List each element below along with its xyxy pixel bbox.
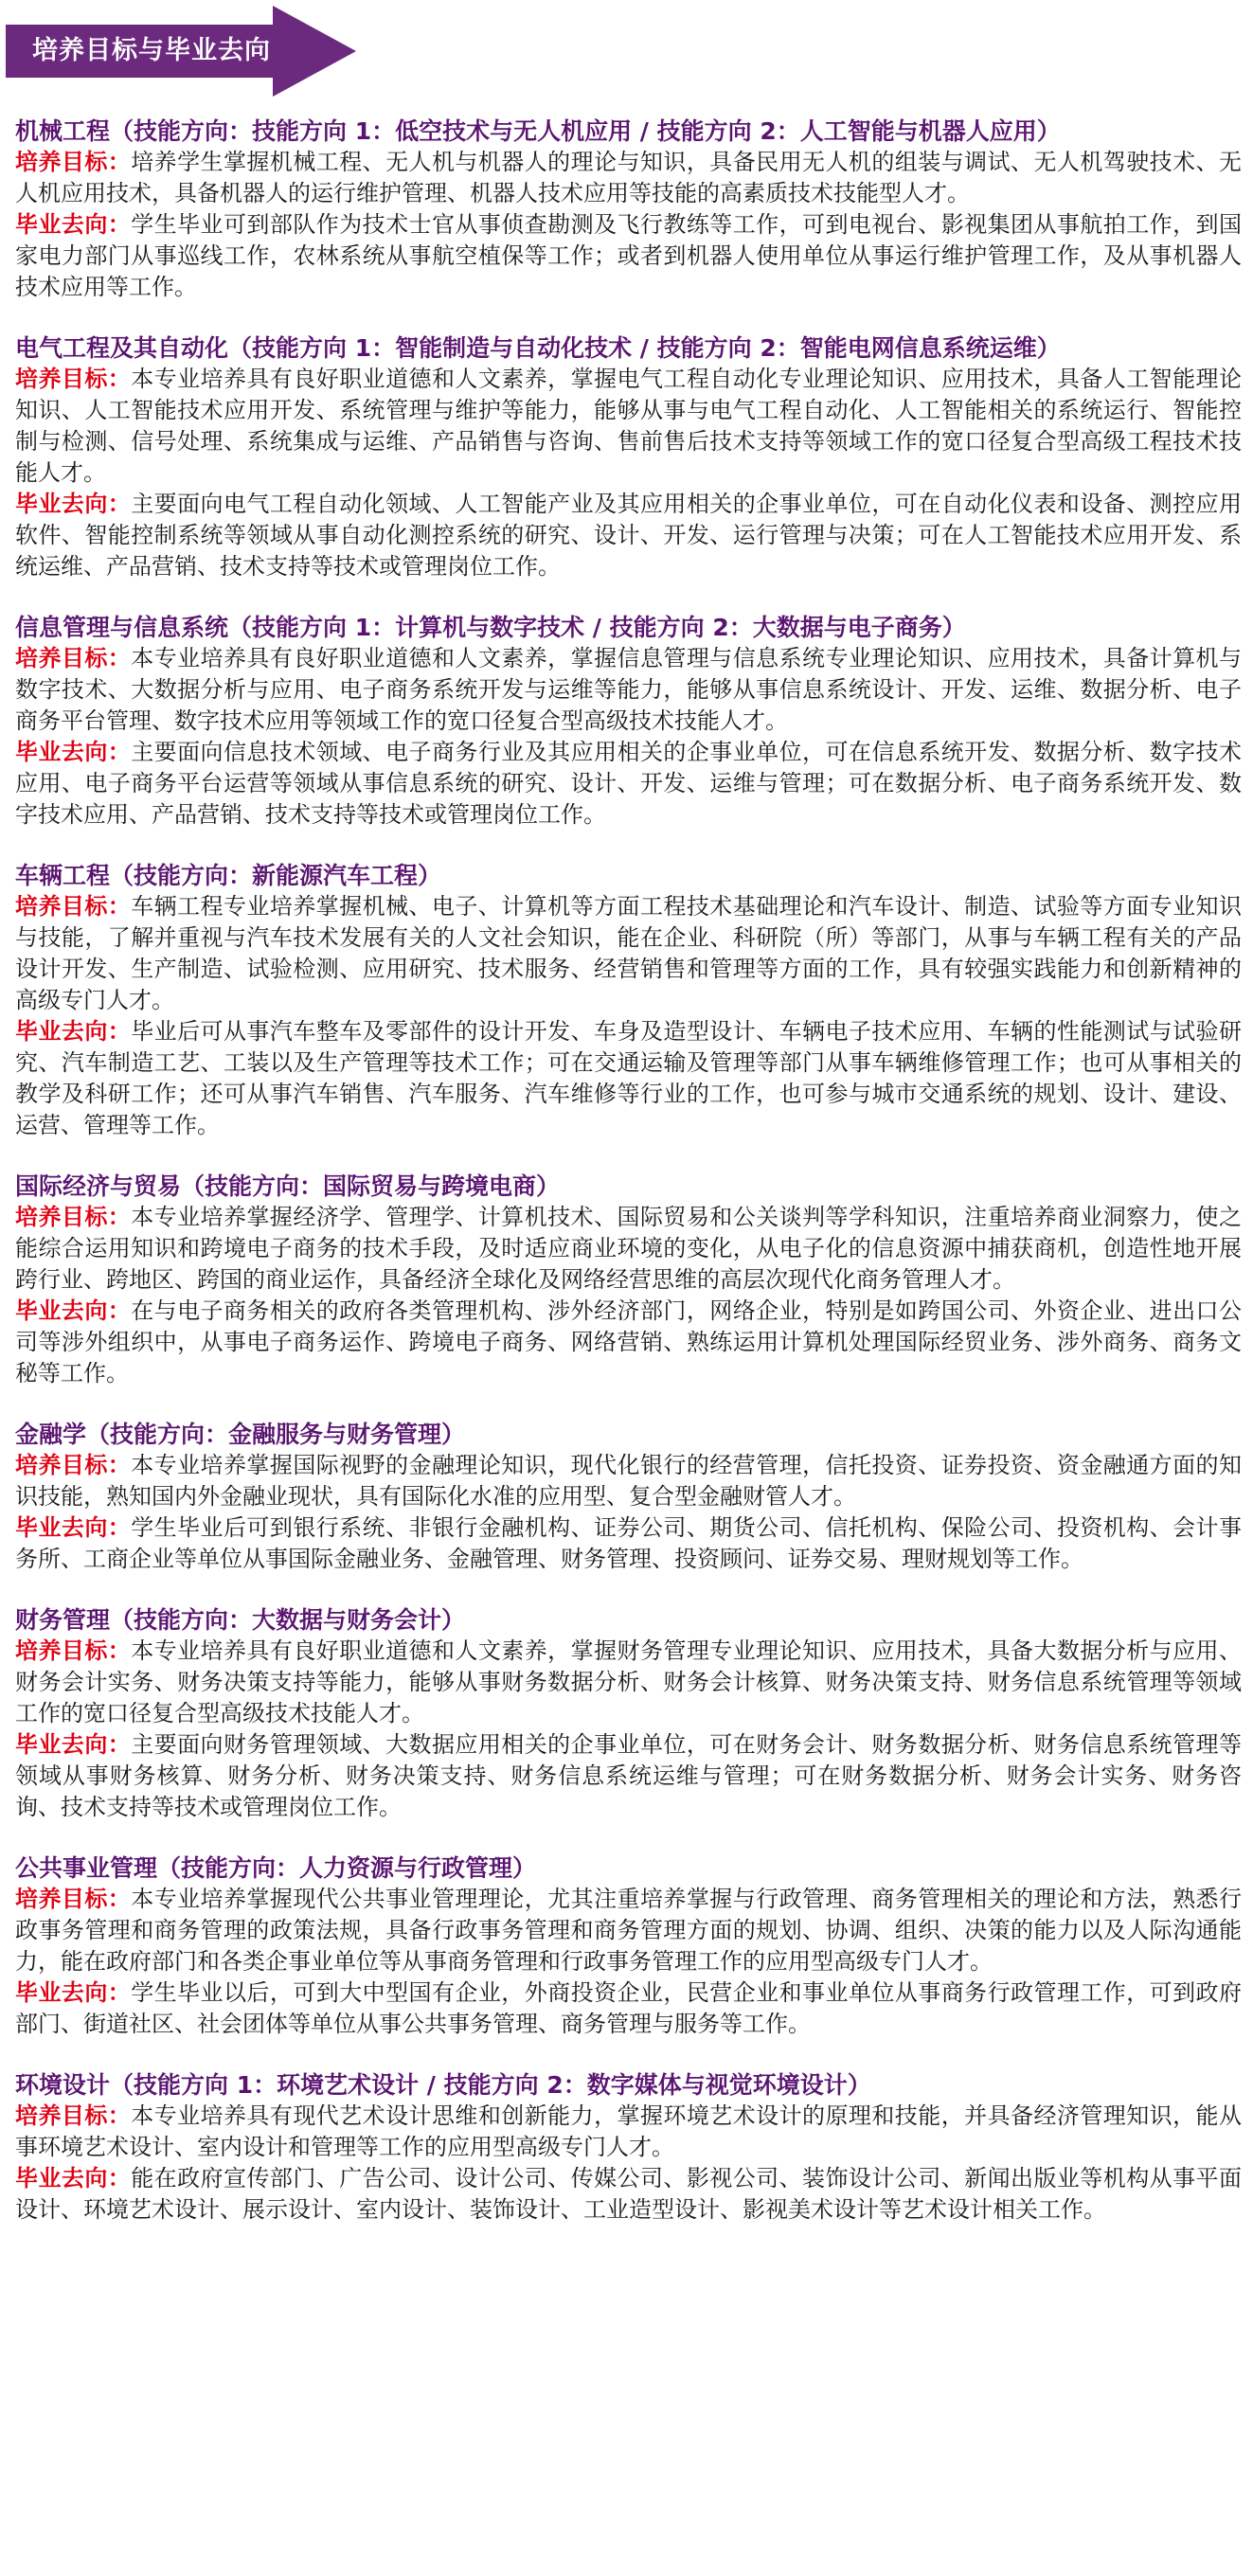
major-section	[15, 2069, 1242, 2226]
header-banner	[6, 6, 356, 97]
goal-text: 本专业培养具有良好职业道德和人文素养，掌握电气工程自动化专业理论知识、应用技术，具备人工智能理论知识、人工智能技术应用开发、系统管理与维护等能力，能够从事与电气工程自动化、人工智能相关的系统运行、智能控制与检测、信号处理、系统集成与运维、产品销售与咨询、售前售后技术支持等领域工作的宽口径复合型高级工程技术技能人才。	[15, 366, 1243, 486]
career-text: 主要面向电气工程自动化领域、人工智能产业及其应用相关的企事业单位，可在自动化仪表和设备、测控应用软件、智能控制系统等领域从事自动化测控系统的研究、设计、开发、运行管理与决策；可在人工智能技术应用开发、系统运维、产品营销、技术支持等技术或管理岗位工作。	[15, 491, 1243, 580]
career-paragraph	[15, 1729, 1242, 1823]
career-text: 学生毕业后可到银行系统、非银行金融机构、证券公司、期货公司、信托机构、保险公司、投资机构、会计事务所、工商企业等单位从事国际金融业务、金融管理、财务管理、投资顾问、证券交易、理财规划等工作。	[15, 1514, 1243, 1572]
career-text: 主要面向财务管理领域、大数据应用相关的企事业单位，可在财务会计、财务数据分析、财务信息系统管理等领域从事财务核算、财务分析、财务决策支持、财务信息系统运维与管理；可在财务数据分析、财务会计实务、财务咨询、技术支持等技术或管理岗位工作。	[15, 1731, 1243, 1820]
major-section	[15, 612, 1242, 831]
career-label: 毕业去向：	[15, 491, 132, 517]
major-section	[15, 332, 1242, 582]
goal-text: 本专业培养掌握国际视野的金融理论知识，现代化银行的经营管理，信托投资、证券投资、资金融通方面的知识技能，熟知国内外金融业现状，具有国际化水准的应用型、复合型金融财管人才。	[15, 1452, 1243, 1510]
goal-paragraph	[15, 1884, 1242, 1977]
goal-paragraph	[15, 891, 1242, 1016]
banner-title: 培养目标与毕业去向	[32, 36, 271, 65]
goal-label: 培养目标：	[15, 1204, 132, 1230]
career-label: 毕业去向：	[15, 1514, 132, 1541]
goal-label: 培养目标：	[15, 645, 132, 671]
career-paragraph	[15, 1296, 1242, 1389]
major-section	[15, 1604, 1242, 1823]
major-section	[15, 860, 1242, 1141]
major-title: 财务管理（技能方向：大数据与财务会计）	[15, 1606, 466, 1634]
major-title: 电气工程及其自动化（技能方向 1：智能制造与自动化技术 / 技能方向 2：智能电网信息系统运维）	[15, 334, 1061, 362]
major-list	[15, 116, 1242, 2255]
career-text: 在与电子商务相关的政府各类管理机构、涉外经济部门，网络企业，特别是如跨国公司、外资企业、进出口公司等涉外组织中，从事电子商务运作、跨境电子商务、网络营销、熟练运用计算机处理国际经贸业务、涉外商务、商务文秘等工作。	[15, 1297, 1243, 1386]
career-text: 毕业后可从事汽车整车及零部件的设计开发、车身及造型设计、车辆电子技术应用、车辆的性能测试与试验研究、汽车制造工艺、工装以及生产管理等技术工作；可在交通运输及管理等部门从事车辆维修管理工作；也可从事相关的教学及科研工作；还可从事汽车销售、汽车服务、汽车维修等行业的工作，也可参与城市交通系统的规划、设计、建设、运营、管理等工作。	[15, 1018, 1243, 1138]
career-text: 主要面向信息技术领域、电子商务行业及其应用相关的企事业单位，可在信息系统开发、数据分析、数字技术应用、电子商务平台运营等领域从事信息系统的研究、设计、开发、运维与管理；可在数据分析、电子商务系统开发、数字技术应用、产品营销、技术支持等技术或管理岗位工作。	[15, 739, 1243, 828]
career-paragraph	[15, 2163, 1242, 2226]
major-section	[15, 116, 1242, 303]
career-label: 毕业去向：	[15, 1979, 132, 2006]
career-text: 学生毕业以后，可到大中型国有企业，外商投资企业，民营企业和事业单位从事商务行政管理工作，可到政府部门、街道社区、社会团体等单位从事公共事务管理、商务管理与服务等工作。	[15, 1979, 1243, 2037]
career-label: 毕业去向：	[15, 1731, 132, 1758]
goal-text: 本专业培养具有现代艺术设计思维和创新能力，掌握环境艺术设计的原理和技能，并具备经济管理知识，能从事环境艺术设计、室内设计和管理等工作的应用型高级专门人才。	[15, 2102, 1243, 2160]
career-label: 毕业去向：	[15, 739, 132, 765]
career-text: 学生毕业可到部队作为技术士官从事侦查勘测及飞行教练等工作，可到电视台、影视集团从事航拍工作，到国家电力部门从事巡线工作，农林系统从事航空植保等工作；或者到机器人使用单位从事运行维护管理工作，及从事机器人技术应用等工作。	[15, 211, 1243, 300]
goal-label: 培养目标：	[15, 2102, 132, 2129]
goal-paragraph	[15, 643, 1242, 737]
career-label: 毕业去向：	[15, 211, 132, 238]
goal-paragraph	[15, 2101, 1242, 2163]
career-label: 毕业去向：	[15, 1297, 132, 1324]
goal-label: 培养目标：	[15, 149, 132, 175]
career-paragraph	[15, 737, 1242, 831]
major-title: 公共事业管理（技能方向：人力资源与行政管理）	[15, 1854, 537, 1882]
goal-text: 本专业培养具有良好职业道德和人文素养，掌握财务管理专业理论知识、应用技术，具备大数据分析与应用、财务会计实务、财务决策支持等能力，能够从事财务数据分析、财务会计核算、财务决策支持、财务信息系统管理等领域工作的宽口径复合型高级技术技能人才。	[15, 1637, 1243, 1726]
major-section	[15, 1852, 1242, 2040]
goal-paragraph	[15, 364, 1242, 489]
goal-paragraph	[15, 1450, 1242, 1512]
goal-text: 本专业培养具有良好职业道德和人文素养，掌握信息管理与信息系统专业理论知识、应用技术，具备计算机与数字技术、大数据分析与应用、电子商务系统开发与运维等能力，能够从事信息系统设计、开发、运维、数据分析、电子商务平台管理、数字技术应用等领域工作的宽口径复合型高级技术技能人才。	[15, 645, 1243, 734]
career-text: 能在政府宣传部门、广告公司、设计公司、传媒公司、影视公司、装饰设计公司、新闻出版业等机构从事平面设计、环境艺术设计、展示设计、室内设计、装饰设计、工业造型设计、影视美术设计等艺术设计相关工作。	[15, 2165, 1243, 2223]
goal-label: 培养目标：	[15, 1886, 132, 1912]
major-title: 机械工程（技能方向：技能方向 1：低空技术与无人机应用 / 技能方向 2：人工智能与机器人应用）	[15, 117, 1061, 145]
career-paragraph	[15, 209, 1242, 303]
major-title: 车辆工程（技能方向：新能源汽车工程）	[15, 862, 442, 889]
goal-label: 培养目标：	[15, 893, 132, 920]
goal-text: 车辆工程专业培养掌握机械、电子、计算机等方面工程技术基础理论和汽车设计、制造、试验等方面专业知识与技能，了解并重视与汽车技术发展有关的人文社会知识，能在企业、科研院（所）等部门，从事与车辆工程有关的产品设计开发、生产制造、试验检测、应用研究、技术服务、经营销售和管理等方面的工作，具有较强实践能力和创新精神的高级专门人才。	[15, 893, 1243, 1013]
career-paragraph	[15, 1977, 1242, 2040]
major-title: 信息管理与信息系统（技能方向 1：计算机与数字技术 / 技能方向 2：大数据与电子商务）	[15, 614, 966, 641]
goal-label: 培养目标：	[15, 1637, 132, 1664]
major-title: 国际经济与贸易（技能方向：国际贸易与跨境电商）	[15, 1172, 561, 1200]
goal-paragraph	[15, 147, 1242, 209]
goal-label: 培养目标：	[15, 366, 132, 392]
major-section	[15, 1419, 1242, 1575]
goal-text: 本专业培养掌握经济学、管理学、计算机技术、国际贸易和公关谈判等学科知识，注重培养商业洞察力，使之能综合运用知识和跨境电子商务的技术手段，及时适应商业环境的变化，从电子化的信息资源中捕获商机，创造性地开展跨行业、跨地区、跨国的商业运作，具备经济全球化及网络经营思维的高层次现代化商务管理人才。	[15, 1204, 1243, 1293]
major-section	[15, 1171, 1242, 1389]
goal-text: 本专业培养掌握现代公共事业管理理论，尤其注重培养掌握与行政管理、商务管理相关的理论和方法，熟悉行政事务管理和商务管理的政策法规，具备行政事务管理和商务管理方面的规划、协调、组织、决策的能力以及人际沟通能力，能在政府部门和各类企事业单位等从事商务管理和行政事务管理工作的应用型高级专门人才。	[15, 1886, 1243, 1975]
goal-paragraph	[15, 1202, 1242, 1296]
major-title: 环境设计（技能方向 1：环境艺术设计 / 技能方向 2：数字媒体与视觉环境设计）	[15, 2071, 871, 2099]
career-label: 毕业去向：	[15, 1018, 132, 1045]
goal-text: 培养学生掌握机械工程、无人机与机器人的理论与知识，具备民用无人机的组装与调试、无人机驾驶技术、无人机应用技术，具备机器人的运行维护管理、机器人技术应用等技能的高素质技术技能型人才。	[15, 149, 1243, 206]
career-label: 毕业去向：	[15, 2165, 132, 2191]
goal-paragraph	[15, 1636, 1242, 1729]
career-paragraph	[15, 1512, 1242, 1575]
goal-label: 培养目标：	[15, 1452, 132, 1478]
career-paragraph	[15, 1016, 1242, 1141]
major-title: 金融学（技能方向：金融服务与财务管理）	[15, 1421, 466, 1448]
career-paragraph	[15, 489, 1242, 582]
